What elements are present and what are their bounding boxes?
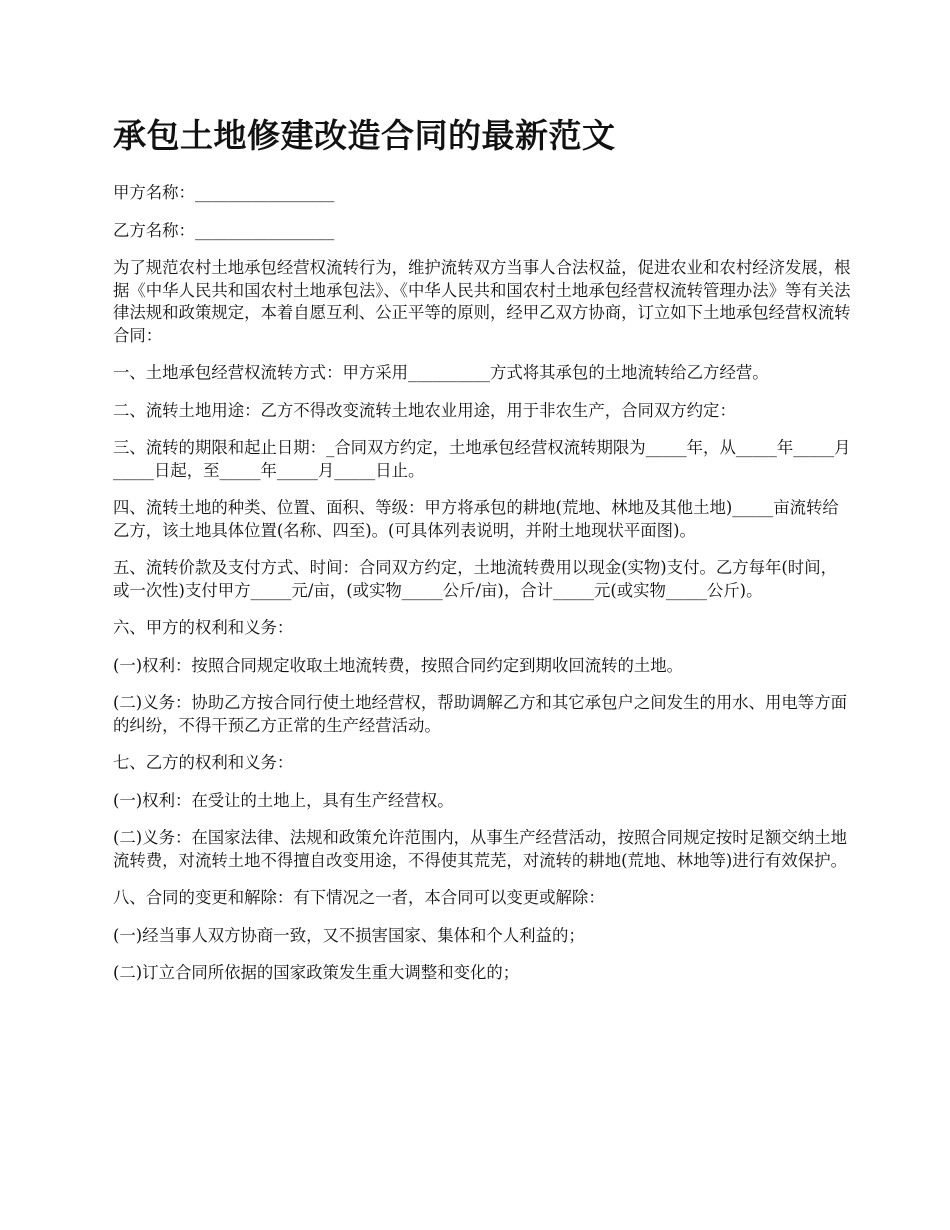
clause-7-obligations: (二)义务：在国家法律、法规和政策允许范围内，从事生产经营活动，按照合同规定按时足额交纳土地流转费，对流转土地不得擅自改变用途，不得使其荒芜，对流转的耕地(荒地、林地等)进行有效保护。	[113, 828, 847, 870]
clause-1-transfer-method: 一、土地承包经营权流转方式：甲方采用__________方式将其承包的土地流转给乙方经营。	[113, 363, 769, 382]
party-b-name-line: 乙方名称：_________________	[113, 220, 335, 240]
clause-4-land-details: 四、流转土地的种类、位置、面积、等级：甲方将承包的耕地(荒地、林地及其他土地)_____亩流转给乙方，该土地具体位置(名称、四至)。(可具体列表说明，并附土地现状平面图)。	[113, 498, 839, 540]
preamble-paragraph: 为了规范农村土地承包经营权流转行为，维护流转双方当事人合法权益，促进农业和农村经济发展，根据《中华人民共和国农村土地承包法》、《中华人民共和国农村土地承包经营权流转管理办法》等有关法律法规和政策规定，本着自愿互利、公正平等的原则，经甲乙双方协商，订立如下土地承包经营权流转合同：	[113, 258, 851, 345]
clause-3-term-dates: 三、流转的期限和起止日期：_合同双方约定，土地承包经营权流转期限为_____年，从_____年_____月_____日起，至_____年_____月_____日止。	[113, 438, 851, 480]
clause-2-land-use: 二、流转土地用途：乙方不得改变流转土地农业用途，用于非农生产，合同双方约定：	[113, 400, 736, 420]
clause-8-item-2: (二)订立合同所依据的国家政策发生重大调整和变化的；	[113, 963, 520, 982]
clause-8-item-1: (一)经当事人双方协商一致，又不损害国家、集体和个人利益的；	[113, 925, 585, 945]
clause-6-heading: 六、甲方的权利和义务：	[113, 618, 294, 637]
clause-5-payment: 五、流转价款及支付方式、时间：合同双方约定，土地流转费用以现金(实物)支付。乙方每年(时间，或一次性)支付甲方_____元/亩，(或实物_____公斤/亩)，合计_____元(或实物_____公斤)。	[113, 558, 837, 600]
document-title: 承包土地修建改造合同的最新范文	[113, 116, 616, 155]
clause-6-obligations: (二)义务：协助乙方按合同行使土地经营权，帮助调解乙方和其它承包户之间发生的用水、用电等方面的纠纷，不得干预乙方正常的生产经营活动。	[113, 693, 847, 735]
document-page	[113, 112, 853, 1000]
party-a-name-line: 甲方名称：_________________	[113, 183, 335, 202]
clause-7-rights: (一)权利：在受让的土地上，具有生产经营权。	[113, 790, 454, 810]
clause-7-heading: 七、乙方的权利和义务：	[113, 753, 294, 772]
clause-6-rights: (一)权利：按照合同规定收取土地流转费，按照合同约定到期收回流转的土地。	[113, 655, 684, 675]
clause-8-heading: 八、合同的变更和解除：有下情况之一者，本合同可以变更或解除：	[113, 888, 605, 907]
